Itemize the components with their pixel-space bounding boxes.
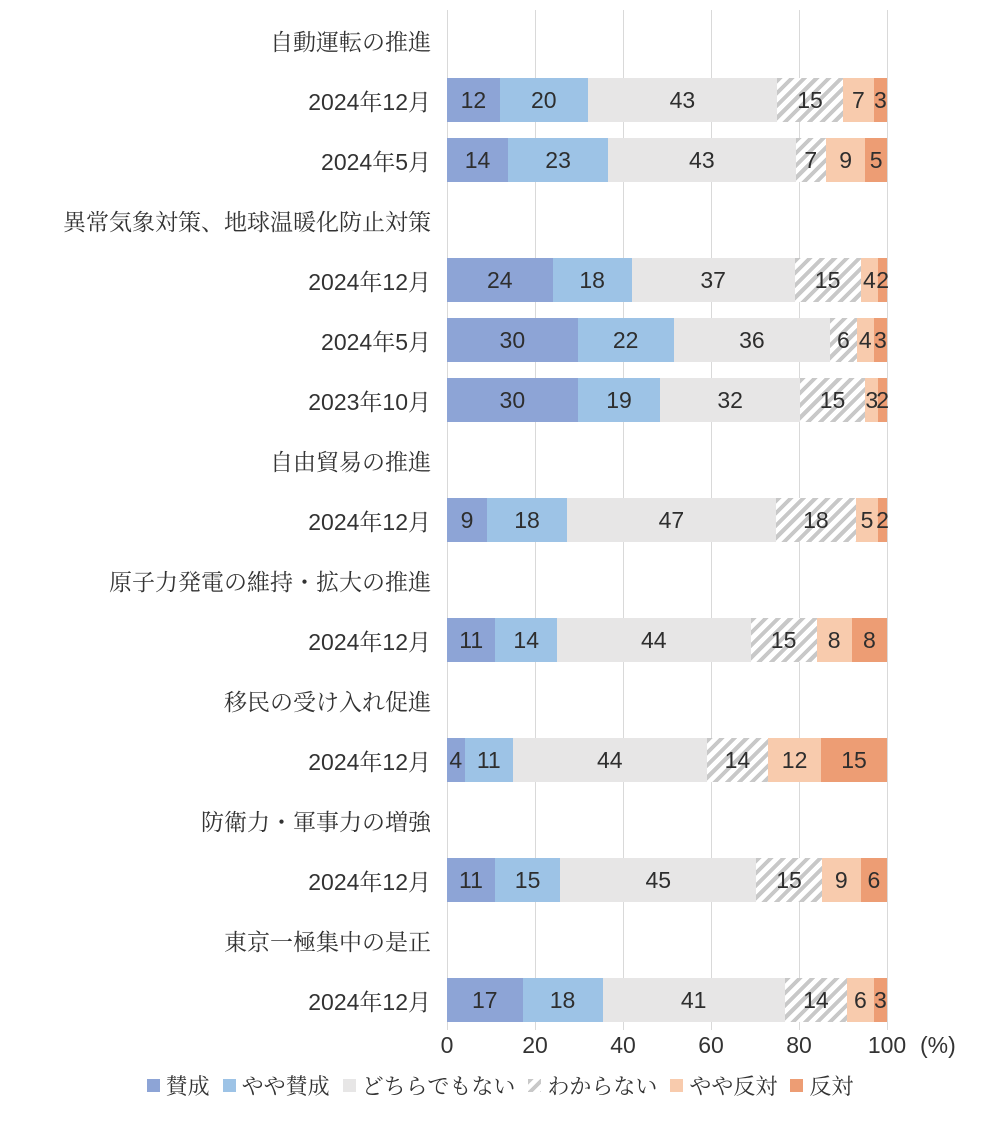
x-axis xyxy=(0,1032,1000,1060)
segment-somewhat-agree xyxy=(500,78,588,122)
bar-area xyxy=(447,490,887,550)
bar-area xyxy=(447,610,887,670)
segment-dont-know xyxy=(776,498,856,542)
row-label: 2024年12月 xyxy=(308,868,431,895)
legend-label: 賛成 xyxy=(165,1074,210,1099)
segment-somewhat-agree xyxy=(553,258,632,302)
bar-row xyxy=(0,130,887,190)
segment-agree xyxy=(447,858,495,902)
segment-dont-know xyxy=(796,138,827,182)
axis-tick: 100 xyxy=(867,1032,907,1058)
segment-value: 11 xyxy=(459,866,483,893)
stacked-bar xyxy=(447,618,887,662)
segment-somewhat-oppose xyxy=(856,498,878,542)
segment-agree xyxy=(447,498,487,542)
segment-value: 18 xyxy=(579,266,605,293)
segment-value: 18 xyxy=(549,986,576,1013)
segment-value: 7 xyxy=(804,146,818,173)
legend-swatch xyxy=(147,1079,160,1092)
segment-oppose xyxy=(821,738,887,782)
segment-value: 9 xyxy=(834,866,848,893)
segment-value: 8 xyxy=(827,626,841,653)
group-title: 東京一極集中の是正 xyxy=(224,928,431,955)
stacked-bar xyxy=(447,318,887,362)
segment-dont-know xyxy=(751,618,817,662)
row-label: 2024年5月 xyxy=(321,328,431,355)
bar-area xyxy=(447,730,887,790)
segment-oppose xyxy=(874,318,887,362)
segment-neither xyxy=(674,318,831,362)
segment-value: 30 xyxy=(499,386,526,413)
segment-dont-know xyxy=(800,378,865,422)
bar-row xyxy=(0,310,887,370)
group-row xyxy=(0,430,887,490)
segment-dont-know xyxy=(830,318,856,362)
segment-value: 30 xyxy=(499,326,526,353)
legend-label: やや反対 xyxy=(689,1074,778,1099)
bar-row xyxy=(0,370,890,430)
segment-somewhat-agree xyxy=(578,318,674,362)
legend-item-neither xyxy=(343,1070,516,1101)
segment-agree xyxy=(447,978,523,1022)
segment-somewhat-oppose xyxy=(857,318,874,362)
legend-label: わからない xyxy=(547,1074,658,1099)
segment-value: 22 xyxy=(612,326,639,353)
segment-agree xyxy=(447,378,578,422)
legend-item-somewhat-agree xyxy=(223,1070,330,1101)
segment-somewhat-oppose xyxy=(768,738,821,782)
segment-oppose xyxy=(878,498,887,542)
group-row xyxy=(0,670,887,730)
bar-row xyxy=(0,490,887,550)
segment-value: 23 xyxy=(545,146,571,173)
bar-area xyxy=(447,250,887,310)
segment-agree xyxy=(447,78,500,122)
legend-swatch xyxy=(343,1079,356,1092)
segment-agree xyxy=(447,738,465,782)
chart-legend xyxy=(0,1070,1000,1101)
segment-value: 8 xyxy=(863,626,876,653)
segment-oppose xyxy=(874,978,887,1022)
bar-row xyxy=(0,970,887,1030)
legend-item-dont-know xyxy=(528,1070,657,1101)
segment-agree xyxy=(447,138,508,182)
segment-neither xyxy=(557,618,751,662)
segment-value: 7 xyxy=(852,86,865,113)
segment-value: 32 xyxy=(717,386,743,413)
group-title: 移民の受け入れ促進 xyxy=(224,688,431,715)
segment-somewhat-oppose xyxy=(826,138,865,182)
segment-oppose xyxy=(852,618,887,662)
axis-unit: (%) xyxy=(920,1032,956,1058)
segment-value: 44 xyxy=(597,746,623,773)
segment-value: 15 xyxy=(797,86,823,113)
stacked-bar xyxy=(447,258,887,302)
legend-item-agree xyxy=(147,1070,210,1101)
segment-value: 43 xyxy=(689,146,715,173)
stacked-bar xyxy=(447,978,887,1022)
segment-somewhat-oppose xyxy=(817,618,852,662)
segment-neither xyxy=(588,78,777,122)
segment-value: 3 xyxy=(874,86,887,113)
segment-value: 2 xyxy=(876,386,890,413)
segment-value: 2 xyxy=(876,266,889,293)
segment-somewhat-oppose xyxy=(847,978,874,1022)
group-title: 防衛力・軍事力の増強 xyxy=(201,808,431,835)
segment-value: 5 xyxy=(860,506,874,533)
axis-tick: 80 xyxy=(786,1032,812,1058)
segment-oppose xyxy=(878,258,887,302)
segment-neither xyxy=(567,498,776,542)
segment-value: 3 xyxy=(865,386,879,413)
segment-value: 15 xyxy=(841,746,867,773)
row-label: 2024年12月 xyxy=(308,748,431,775)
segment-value: 5 xyxy=(869,146,883,173)
segment-somewhat-agree xyxy=(578,378,661,422)
segment-value: 45 xyxy=(645,866,672,893)
segment-agree xyxy=(447,258,553,302)
stacked-bar xyxy=(447,738,887,782)
axis-tick: 20 xyxy=(522,1032,548,1058)
segment-value: 4 xyxy=(449,746,463,773)
segment-value: 12 xyxy=(460,86,487,113)
segment-value: 3 xyxy=(873,986,887,1013)
bar-row xyxy=(0,850,887,910)
bar-row xyxy=(0,610,887,670)
segment-somewhat-oppose xyxy=(843,78,874,122)
segment-neither xyxy=(560,858,756,902)
segment-value: 36 xyxy=(739,326,765,353)
segment-neither xyxy=(603,978,785,1022)
axis-tick: 0 xyxy=(440,1032,454,1058)
bar-area xyxy=(447,850,887,910)
bar-area xyxy=(447,130,887,190)
segment-oppose xyxy=(865,138,887,182)
legend-label: 反対 xyxy=(809,1074,854,1099)
segment-value: 9 xyxy=(460,506,474,533)
segment-value: 6 xyxy=(867,866,881,893)
row-label: 2024年12月 xyxy=(308,88,431,115)
segment-value: 14 xyxy=(724,746,751,773)
bar-area xyxy=(447,70,887,130)
segment-value: 15 xyxy=(514,866,541,893)
segment-value: 41 xyxy=(680,986,707,1013)
group-row xyxy=(0,790,887,850)
segment-value: 14 xyxy=(513,626,539,653)
row-label: 2024年12月 xyxy=(308,988,431,1015)
group-row xyxy=(0,10,887,70)
segment-value: 11 xyxy=(459,626,484,653)
segment-value: 18 xyxy=(803,506,829,533)
segment-value: 6 xyxy=(837,326,850,353)
segment-dont-know xyxy=(785,978,847,1022)
segment-oppose xyxy=(861,858,887,902)
legend-label: やや賛成 xyxy=(241,1074,330,1099)
segment-value: 18 xyxy=(514,506,540,533)
stacked-bar xyxy=(447,858,887,902)
chart-rows xyxy=(0,10,890,1030)
group-title: 自動運転の推進 xyxy=(270,28,431,55)
segment-somewhat-oppose xyxy=(822,858,861,902)
bar-row xyxy=(0,70,887,130)
row-label: 2024年12月 xyxy=(308,268,431,295)
segment-somewhat-agree xyxy=(465,738,513,782)
segment-value: 47 xyxy=(658,506,685,533)
legend-swatch xyxy=(670,1079,683,1092)
stacked-bar xyxy=(447,498,887,542)
segment-agree xyxy=(447,318,578,362)
segment-dont-know xyxy=(756,858,821,902)
segment-value: 14 xyxy=(464,146,491,173)
group-row xyxy=(0,910,887,970)
segment-oppose xyxy=(876,378,890,422)
segment-value: 4 xyxy=(862,266,876,293)
legend-swatch xyxy=(223,1079,236,1092)
row-label: 2024年12月 xyxy=(308,508,431,535)
segment-value: 44 xyxy=(641,626,667,653)
row-label: 2024年12月 xyxy=(308,628,431,655)
legend-item-oppose xyxy=(790,1070,853,1101)
segment-somewhat-agree xyxy=(487,498,567,542)
segment-neither xyxy=(608,138,795,182)
segment-value: 12 xyxy=(781,746,808,773)
segment-neither xyxy=(632,258,795,302)
row-label: 2024年5月 xyxy=(321,148,431,175)
segment-value: 4 xyxy=(858,326,872,353)
segment-value: 11 xyxy=(476,746,501,773)
bar-area xyxy=(447,370,890,430)
bar-row xyxy=(0,250,887,310)
stacked-bar xyxy=(447,378,890,422)
stacked-bar xyxy=(447,78,887,122)
stacked-bar xyxy=(447,138,887,182)
segment-somewhat-agree xyxy=(495,858,560,902)
bar-area xyxy=(447,310,887,370)
axis-tick: 40 xyxy=(610,1032,636,1058)
segment-value: 15 xyxy=(776,866,802,893)
segment-value: 20 xyxy=(531,86,557,113)
segment-value: 6 xyxy=(853,986,867,1013)
segment-agree xyxy=(447,618,495,662)
segment-neither xyxy=(513,738,707,782)
segment-dont-know xyxy=(795,258,861,302)
segment-somewhat-agree xyxy=(495,618,557,662)
segment-value: 19 xyxy=(606,386,632,413)
bar-area xyxy=(447,970,887,1030)
segment-dont-know xyxy=(707,738,769,782)
segment-value: 15 xyxy=(819,386,846,413)
segment-value: 15 xyxy=(814,266,841,293)
legend-swatch xyxy=(790,1079,803,1092)
segment-value: 37 xyxy=(700,266,726,293)
bar-row xyxy=(0,730,887,790)
segment-value: 2 xyxy=(876,506,889,533)
legend-item-somewhat-oppose xyxy=(670,1070,777,1101)
axis-tick: 60 xyxy=(698,1032,724,1058)
segment-value: 3 xyxy=(874,326,887,353)
segment-neither xyxy=(660,378,799,422)
group-title: 異常気象対策、地球温暖化防止対策 xyxy=(63,208,431,235)
segment-value: 14 xyxy=(803,986,829,1013)
segment-somewhat-agree xyxy=(523,978,603,1022)
group-title: 原子力発電の維持・拡大の推進 xyxy=(109,568,431,595)
segment-value: 17 xyxy=(471,986,498,1013)
row-label: 2023年10月 xyxy=(308,388,431,415)
segment-value: 15 xyxy=(770,626,797,653)
legend-swatch xyxy=(528,1079,541,1092)
segment-oppose xyxy=(874,78,887,122)
segment-value: 24 xyxy=(487,266,513,293)
segment-value: 9 xyxy=(839,146,853,173)
group-row xyxy=(0,550,887,610)
segment-somewhat-agree xyxy=(508,138,608,182)
segment-dont-know xyxy=(777,78,843,122)
group-title: 自由貿易の推進 xyxy=(270,448,431,475)
legend-label: どちらでもない xyxy=(361,1074,516,1099)
group-row xyxy=(0,190,887,250)
segment-value: 43 xyxy=(669,86,696,113)
